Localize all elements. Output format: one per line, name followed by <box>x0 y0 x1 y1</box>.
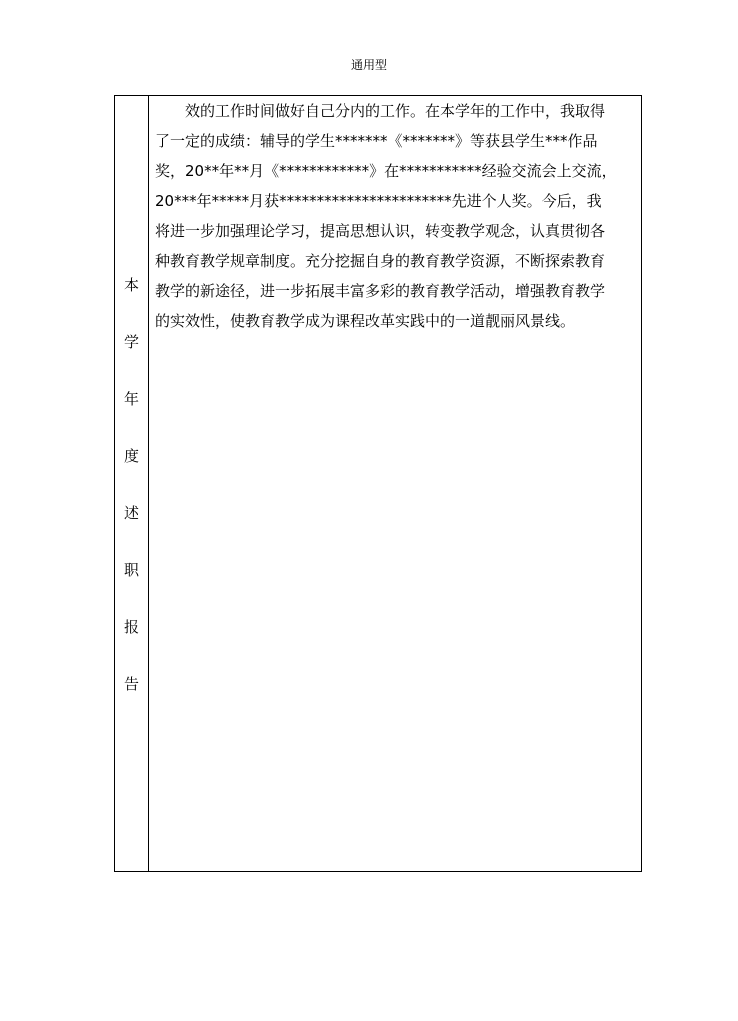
content-line: 的实效性，使教育教学成为课程改革实践中的一道靓丽风景线。 <box>155 312 576 330</box>
content-line: 20***年*****月获***********************先进个人奖。今后，我 <box>155 192 602 210</box>
content-line: 将进一步加强理论学习，提高思想认识，转变教学观念，认真贯彻各 <box>155 222 606 240</box>
report-table <box>114 95 642 872</box>
section-label-char: 学 <box>123 333 139 351</box>
section-label-char: 本 <box>123 276 139 294</box>
section-label-char: 度 <box>123 447 139 465</box>
content-line: 教学的新途径，进一步拓展丰富多彩的教育教学活动，增强教育教学 <box>155 282 606 300</box>
section-label-char: 年 <box>123 390 139 408</box>
section-label-char: 报 <box>123 618 139 636</box>
section-label-char: 职 <box>123 561 139 579</box>
section-label-char: 述 <box>123 504 139 522</box>
content-line: 效的工作时间做好自己分内的工作。在本学年的工作中，我取得 <box>185 102 606 120</box>
section-label-char: 告 <box>123 675 139 693</box>
content-line: 种教育教学规章制度。充分挖掘自身的教育教学资源，不断探索教育 <box>155 252 606 270</box>
content-line: 了一定的成绩：辅导的学生*******《*******》等获县学生***作品 <box>155 132 598 150</box>
content-line: 奖，20**年**月《************》在***********经验交流会上交流， <box>155 162 617 180</box>
report-content <box>149 96 641 871</box>
section-label-column <box>115 96 149 871</box>
page-header: 通用型 <box>350 58 387 72</box>
